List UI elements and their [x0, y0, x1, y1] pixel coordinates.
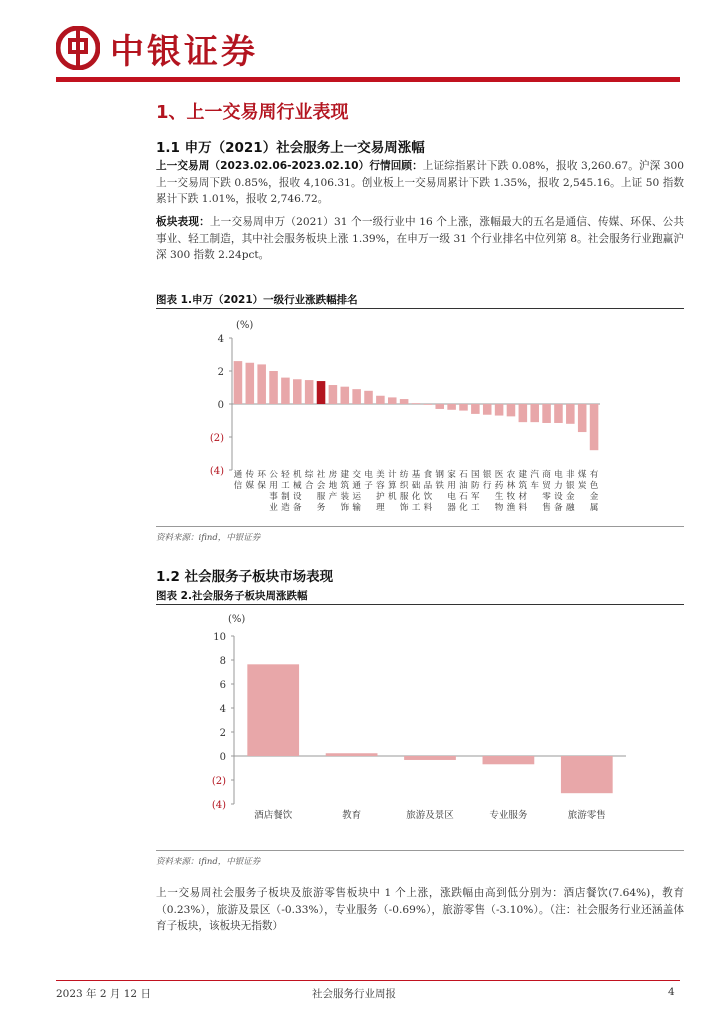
chart2-bar [483, 756, 535, 764]
chart1-bar [447, 404, 456, 410]
chart2-y-tick-label: 6 [219, 680, 226, 691]
chart1-category-label: 房地产 [328, 470, 338, 502]
figure-1-bottom-rule [156, 526, 684, 527]
chart1-bar [352, 389, 361, 404]
chart1-category-label: 非银金融 [566, 470, 575, 513]
figure-1-source: 资料来源：ifind，中银证券 [156, 533, 261, 543]
chart1-category-label: 农林牧渔 [506, 470, 516, 513]
footer-date: 2023 年 2 月 12 日 [56, 988, 151, 1000]
chart1-category-label: 汽车 [530, 470, 540, 491]
chart1-bar [293, 379, 302, 404]
chart1-bar [530, 404, 539, 422]
subsection-title-1: 1.1 申万（2021）社会服务上一交易周涨幅 [156, 140, 425, 156]
chart1-unit-label: (%) [236, 320, 254, 331]
chart2-bar [326, 753, 378, 756]
brand-name: 中银证券 [110, 31, 258, 72]
chart1-category-label: 食品饮料 [423, 470, 433, 513]
header-logo [56, 24, 258, 72]
chart1-bar [269, 371, 278, 404]
bank-logo-icon [56, 26, 100, 70]
chart2-y-tick-label: (2) [211, 776, 226, 787]
chart1-bar [388, 397, 397, 404]
header-divider [56, 77, 680, 82]
chart1-bar [341, 387, 350, 404]
chart1-category-label: 银行 [482, 470, 492, 491]
chart1-y-tick-label: 0 [217, 400, 224, 411]
chart1-category-label: 电力设备 [554, 470, 563, 513]
chart1-bar [471, 404, 480, 414]
chart2-bar [247, 664, 299, 756]
chart1-y-tick-label: (4) [209, 466, 224, 477]
footer-page-number: 4 [668, 986, 675, 998]
chart1-category-label: 建筑装饰 [340, 470, 350, 513]
chart1-bar [566, 404, 575, 424]
chart1-category-label: 美容护理 [376, 470, 385, 513]
chart1-bar [257, 364, 266, 404]
chart1-category-label: 环保 [257, 470, 266, 491]
market-review-lead: 上一交易周（2023.02.06-2023.02.10）行情回顾： [156, 160, 423, 172]
section-title: 1、上一交易周行业表现 [156, 102, 349, 123]
chart1-y-tick-label: 4 [217, 334, 224, 345]
figure-2-top-rule [156, 604, 684, 605]
chart2-category-label: 旅游零售 [567, 810, 606, 821]
chart1-y-tick-label: (2) [209, 433, 224, 444]
subsection-title-2: 1.2 社会服务子板块市场表现 [156, 569, 334, 585]
market-review-paragraph [156, 158, 684, 208]
figure-1-title: 图表 1.申万（2021）一级行业涨跌幅排名 [156, 294, 358, 306]
chart1-bar [246, 363, 255, 404]
chart1-bar [483, 404, 492, 415]
chart1-bar [435, 404, 444, 409]
chart1-category-label: 传媒 [245, 470, 255, 491]
chart1-bar [554, 404, 563, 423]
chart1-bar [234, 361, 243, 404]
chart2-unit-label: (%) [228, 614, 246, 625]
chart1-category-label: 交通运输 [352, 470, 361, 513]
sector-performance-paragraph [156, 214, 684, 264]
chart2-y-tick-label: 0 [219, 752, 226, 763]
chart2-y-tick-label: 10 [213, 632, 226, 643]
chart1-category-label: 建筑材料 [518, 470, 528, 513]
chart1-category-label: 钢铁 [435, 470, 445, 491]
figure-2-bottom-rule [156, 850, 684, 851]
chart1-category-label: 机械设备 [292, 470, 302, 513]
chart2-y-tick-label: 2 [219, 728, 226, 739]
chart2-category-label: 专业服务 [489, 810, 528, 821]
sector-performance-lead: 板块表现： [156, 216, 210, 228]
figure-2-title: 图表 2.社会服务子板块周涨跌幅 [156, 590, 308, 602]
chart1-bar [495, 404, 504, 416]
sector-performance-body: 上一交易周申万（2021）31 个一级行业中 16 个上涨，涨幅最大的五名是通信、传媒、环保、公共事业、轻工制造，其中社会服务板块上涨 1.39%，在申万一级 31 个行业排名中位列第 8。社会服务行业跑赢沪深 300 指数 2.24pct。 [156, 216, 684, 261]
figure-2-source: 资料来源：ifind，中银证券 [156, 857, 261, 867]
chart2-category-label: 旅游及景区 [406, 810, 454, 821]
chart1-bar [400, 399, 409, 404]
chart1-bar [305, 380, 314, 404]
chart1-y-tick-label: 2 [217, 367, 224, 378]
industry-ranking-chart [156, 312, 684, 522]
chart1-bar [317, 381, 326, 404]
chart2-y-tick-label: 8 [219, 656, 226, 667]
chart1-category-label: 计算机 [387, 470, 397, 502]
chart1-bar [459, 404, 468, 411]
chart1-category-label: 家用电器 [447, 470, 456, 513]
chart1-category-label: 通信 [233, 470, 243, 491]
figure-1-top-rule [156, 308, 684, 309]
chart1-category-label: 纺织服饰 [399, 470, 409, 513]
chart2-y-tick-label: 4 [219, 704, 226, 715]
chart1-category-label: 基础化工 [411, 470, 421, 513]
subsector-summary-paragraph: 上一交易周社会服务子板块及旅游零售板块中 1 个上涨，涨跌幅由高到低分别为：酒店餐饮(7.64%)，教育（0.23%），旅游及景区（-0.33%），专业服务（-0.69%），旅游零售（-3.10%）。（注：社会服务行业还涵盖体育子板块，该板块无指数） [156, 887, 684, 932]
chart1-bar [376, 396, 385, 404]
chart1-category-label: 石油石化 [459, 470, 468, 513]
chart1-bar [507, 404, 516, 416]
chart1-bar [412, 403, 421, 404]
chart1-category-label: 医药生物 [494, 470, 504, 513]
subsector-performance-chart [156, 608, 684, 826]
chart1-category-label: 电子 [364, 470, 373, 491]
footer-report-name: 社会服务行业周报 [312, 988, 396, 1000]
chart1-bar [424, 404, 433, 405]
market-review-body: 上证综指累计下跌 0.08%，报收 3,260.67。沪深 300 上一交易周下跌 0.85%，报收 4,106.31。创业板上一交易周累计下跌 1.35%，报收 2,545.16。上证 50 指数累计下跌 1.01%，报收 2,746.72。 [156, 160, 684, 205]
chart1-bar [542, 404, 551, 423]
chart1-bar [590, 404, 599, 450]
chart1-bar [329, 385, 338, 404]
chart1-category-label: 商贸零售 [542, 470, 551, 513]
chart1-category-label: 有色金属 [589, 470, 599, 513]
chart1-category-label: 国防军工 [471, 470, 480, 513]
chart1-category-label: 综合 [304, 470, 314, 491]
chart1-bar [281, 378, 290, 404]
chart2-category-label: 教育 [342, 810, 362, 821]
chart1-category-label: 煤炭 [577, 470, 587, 491]
chart1-category-label: 轻工制造 [281, 470, 290, 513]
chart1-category-label: 公用事业 [269, 470, 278, 513]
chart2-bar [404, 756, 456, 760]
chart1-bar [519, 404, 528, 422]
chart1-bar [578, 404, 587, 432]
chart1-category-label: 社会服务 [316, 470, 326, 513]
chart2-bar [561, 756, 613, 793]
chart2-category-label: 酒店餐饮 [254, 810, 293, 821]
footer-divider [56, 980, 680, 981]
chart2-y-tick-label: (4) [211, 800, 226, 811]
chart1-bar [364, 391, 373, 404]
